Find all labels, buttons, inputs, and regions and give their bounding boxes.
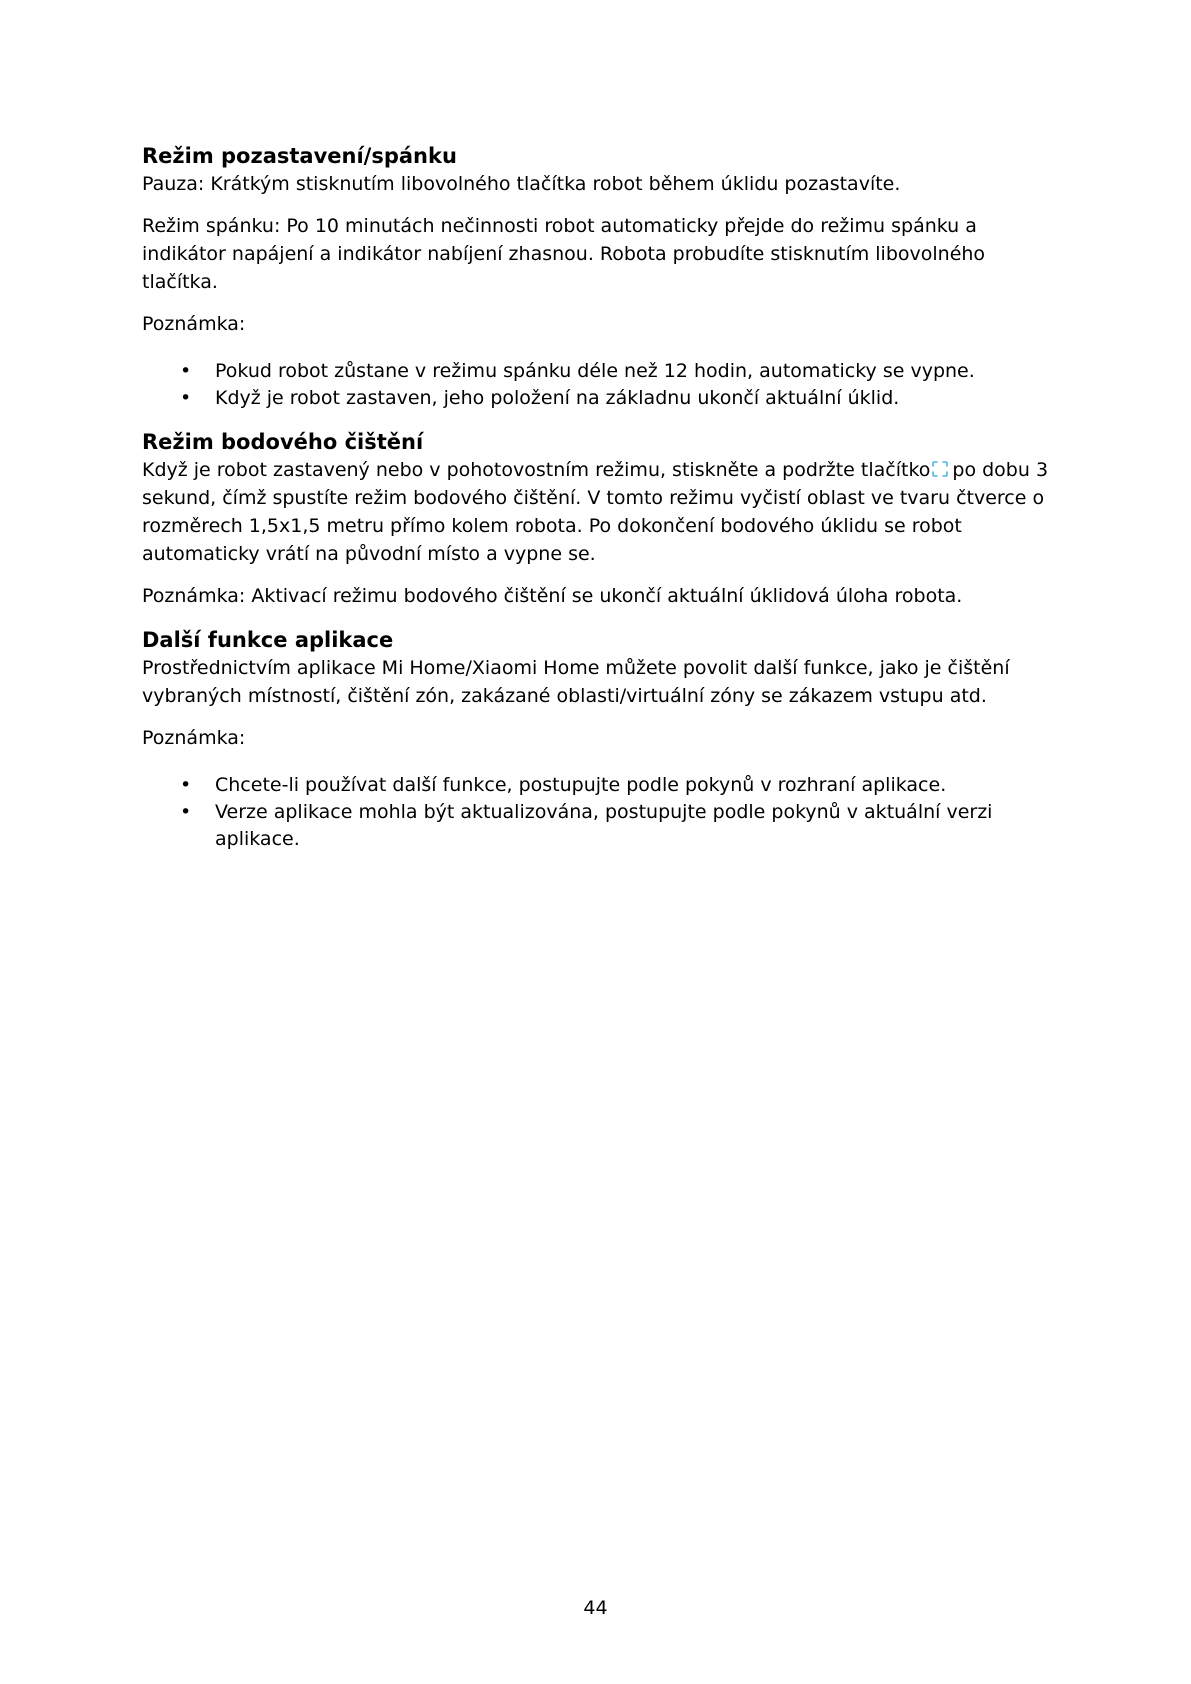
list-item: • Pokud robot zůstane v režimu spánku déle než 12 hodin, automaticky se vypne. <box>142 358 1062 385</box>
bullet-icon: • <box>180 774 192 796</box>
document-page <box>142 142 1062 863</box>
bullet-icon: • <box>180 801 192 823</box>
list-item: • Chcete-li používat další funkce, postupujte podle pokynů v rozhraní aplikace. <box>142 772 1062 799</box>
note-spot-cleaning: Poznámka: Aktivací režimu bodového čištění se ukončí aktuální úklidová úloha robota. <box>142 585 963 607</box>
bullet-list <box>142 358 1062 412</box>
list-item: • Verze aplikace mohla být aktualizována, postupujte podle pokynů v aktuální verzi aplikace. <box>180 801 993 850</box>
note-label: Poznámka: <box>142 727 246 749</box>
paragraph-spot-cleaning: Když je robot zastavený nebo v pohotovostním režimu, stiskněte a podržte tlačítko po dobu 3 sekund, čímž spustíte režim bodového čištění. V tomto režimu vyčistí oblast ve tvaru čtverce o rozměrech 1,5x1,5 metru přímo kolem robota. Po dokončení bodového úklidu se robot automaticky vrátí na původní místo a vypne se. <box>142 459 1049 565</box>
bullet-list <box>142 772 1062 853</box>
section-heading-spot-cleaning: Režim bodového čištění <box>142 430 424 454</box>
paragraph-app-features: Prostřednictvím aplikace Mi Home/Xiaomi Home můžete povolit další funkce, jako je čištění vybraných místností, čištění zón, zakázané oblasti/virtuální zóny se zákazem vstupu atd. <box>142 657 1010 707</box>
page-number: 44 <box>583 1597 608 1619</box>
paragraph-sleep-mode: Režim spánku: Po 10 minutách nečinnosti robot automaticky přejde do režimu spánku a indikátor napájení a indikátor nabíjení zhasnou. Robota probudíte stisknutím libovolného tlačítka. <box>142 215 986 293</box>
spot-clean-icon <box>932 457 948 473</box>
note-label: Poznámka: <box>142 313 246 335</box>
bullet-icon: • <box>180 387 192 409</box>
paragraph-pause: Pauza: Krátkým stisknutím libovolného tlačítka robot během úklidu pozastavíte. <box>142 173 901 195</box>
section-heading-app-features: Další funkce aplikace <box>142 628 394 652</box>
section-heading-pause-sleep: Režim pozastavení/spánku <box>142 144 457 168</box>
list-item: • Když je robot zastaven, jeho položení na základnu ukončí aktuální úklid. <box>142 385 1062 412</box>
bullet-icon: • <box>180 360 192 382</box>
